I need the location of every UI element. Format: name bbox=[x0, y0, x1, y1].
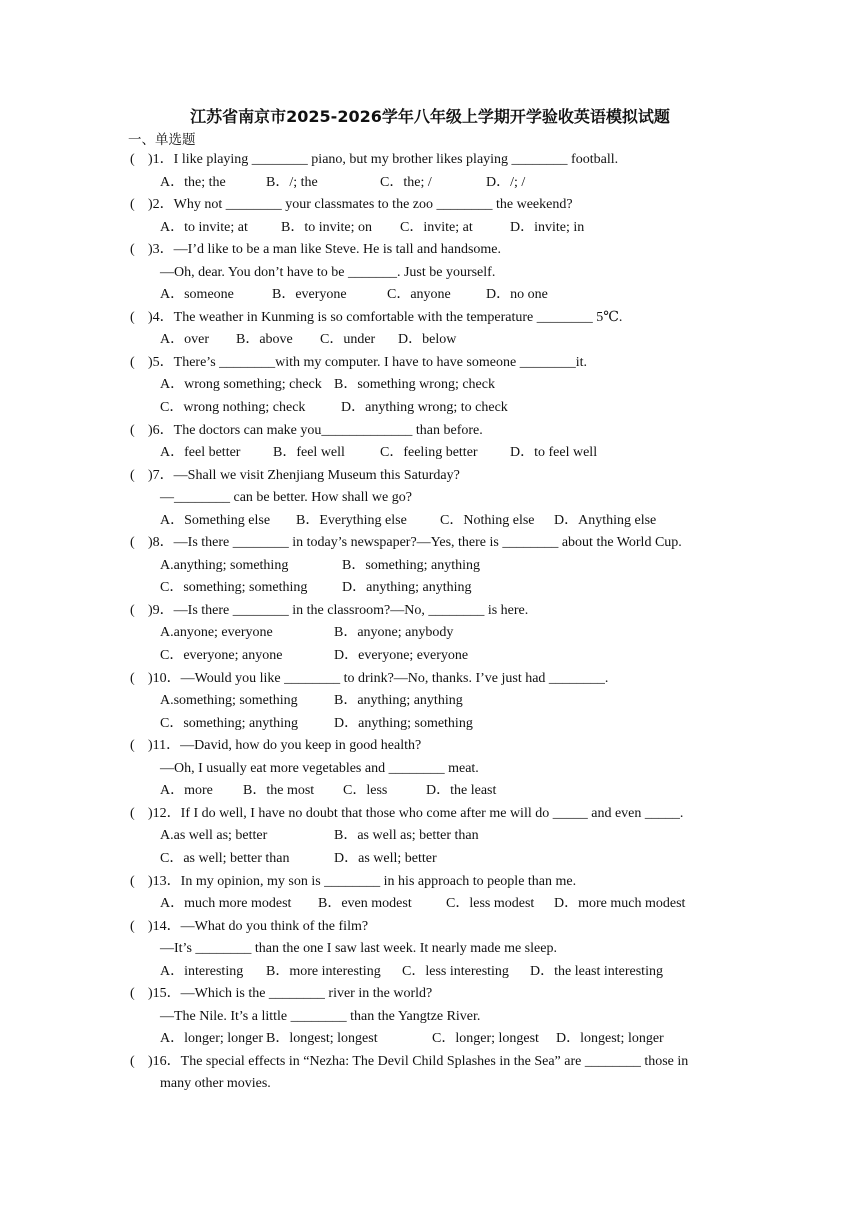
answer-option[interactable]: C．longer; longest bbox=[432, 1031, 539, 1047]
options-row bbox=[0, 848, 860, 871]
answer-option[interactable]: B．as well as; better than bbox=[334, 828, 479, 844]
answer-option[interactable]: A．feel better bbox=[160, 445, 241, 461]
answer-option[interactable]: D．everyone; everyone bbox=[334, 648, 469, 664]
question-text-continued: —The Nile. It’s a little ________ than the Yangtze River. bbox=[160, 1008, 481, 1024]
question-stem bbox=[0, 532, 860, 555]
answer-option[interactable]: C．under bbox=[320, 332, 376, 348]
answer-option[interactable]: D．invite; in bbox=[510, 219, 585, 235]
answer-option[interactable]: D．/; / bbox=[486, 174, 526, 190]
answer-option[interactable]: C．wrong nothing; check bbox=[160, 400, 306, 416]
answer-option[interactable]: C．the; / bbox=[380, 174, 432, 190]
answer-option[interactable]: B．something; anything bbox=[342, 557, 481, 573]
options-row bbox=[0, 172, 860, 195]
answer-bracket[interactable]: ( bbox=[130, 986, 135, 1002]
answer-bracket[interactable]: ( bbox=[130, 309, 135, 325]
answer-bracket[interactable]: ( bbox=[130, 873, 135, 889]
answer-option[interactable]: D．anything; something bbox=[334, 715, 473, 731]
question-continuation bbox=[0, 262, 860, 285]
page-title: 江苏省南京市2025-2026学年八年级上学期开学验收英语模拟试题 bbox=[190, 107, 670, 126]
answer-option[interactable]: A．longer; longer bbox=[160, 1031, 264, 1047]
question-stem bbox=[0, 916, 860, 939]
options-row bbox=[0, 893, 860, 916]
answer-option[interactable]: A．someone bbox=[160, 287, 234, 303]
answer-option[interactable]: C．anyone bbox=[387, 287, 451, 303]
options-row bbox=[0, 780, 860, 803]
answer-option[interactable]: A．Something else bbox=[160, 512, 271, 528]
options-row bbox=[0, 442, 860, 465]
answer-bracket[interactable]: ( bbox=[130, 918, 135, 934]
options-row bbox=[0, 374, 860, 397]
options-row bbox=[0, 510, 860, 533]
question-text: )5．There’s ________with my computer. I have to have someone ________it. bbox=[148, 354, 587, 370]
question-text: )1．I like playing ________ piano, but my brother likes playing ________ football. bbox=[148, 152, 619, 167]
answer-option[interactable]: C．invite; at bbox=[400, 219, 473, 235]
question-text: )16．The special effects in “Nezha: The Devil Child Splashes in the Sea” are ________ those in bbox=[148, 1053, 689, 1069]
question-text: )6．The doctors can make you_____________ than before. bbox=[148, 422, 483, 438]
options-row bbox=[0, 825, 860, 848]
options-row bbox=[0, 622, 860, 645]
answer-option[interactable]: B．Everything else bbox=[296, 512, 407, 528]
answer-option[interactable]: D．the least interesting bbox=[530, 963, 663, 979]
answer-option[interactable]: B．even modest bbox=[318, 896, 412, 912]
answer-option[interactable]: D．Anything else bbox=[554, 512, 657, 528]
question-stem bbox=[0, 871, 860, 894]
options-row bbox=[0, 217, 860, 240]
answer-bracket[interactable]: ( bbox=[130, 1053, 135, 1069]
answer-option[interactable]: A．more bbox=[160, 783, 213, 799]
question-text: )10．—Would you like ________ to drink?—No, thanks. I’ve just had ________. bbox=[148, 670, 609, 686]
answer-option[interactable]: B．longest; longest bbox=[266, 1031, 378, 1047]
options-row bbox=[0, 690, 860, 713]
answer-option[interactable]: A．much more modest bbox=[160, 896, 292, 912]
answer-bracket[interactable]: ( bbox=[130, 805, 135, 821]
answer-option[interactable]: A．over bbox=[160, 332, 209, 348]
answer-option[interactable]: A．wrong something; check bbox=[160, 377, 322, 393]
answer-option[interactable]: C．less modest bbox=[446, 896, 535, 912]
answer-option[interactable]: C．less bbox=[343, 783, 388, 799]
answer-option[interactable]: D．below bbox=[398, 332, 457, 348]
answer-bracket[interactable]: ( bbox=[130, 535, 135, 551]
options-row bbox=[0, 284, 860, 307]
options-row bbox=[0, 397, 860, 420]
answer-bracket[interactable]: ( bbox=[130, 738, 135, 754]
question-stem bbox=[0, 352, 860, 375]
answer-option[interactable]: D．to feel well bbox=[510, 445, 598, 461]
options-row bbox=[0, 713, 860, 736]
question-stem bbox=[0, 307, 860, 330]
answer-option[interactable]: C．feeling better bbox=[380, 445, 478, 461]
question-text: )13．In my opinion, my son is ________ in his approach to people than me. bbox=[148, 873, 577, 889]
question-continuation bbox=[0, 758, 860, 781]
question-text: )3．—I’d like to be a man like Steve. He is tall and handsome. bbox=[148, 242, 502, 258]
question-text-continued: —Oh, I usually eat more vegetables and ________ meat. bbox=[160, 760, 479, 776]
question-stem bbox=[0, 983, 860, 1006]
answer-option[interactable]: C．something; anything bbox=[160, 715, 299, 731]
answer-option[interactable]: B．anyone; anybody bbox=[334, 625, 454, 641]
answer-option[interactable]: B．more interesting bbox=[266, 963, 381, 979]
question-text-continued: —Oh, dear. You don’t have to be _______. Just be yourself. bbox=[160, 264, 496, 280]
options-row bbox=[0, 577, 860, 600]
question-text: )2．Why not ________ your classmates to the zoo ________ the weekend? bbox=[148, 197, 573, 213]
question-stem bbox=[0, 668, 860, 691]
answer-option[interactable]: A．the; the bbox=[160, 174, 226, 190]
answer-option[interactable]: D．longest; longer bbox=[556, 1031, 664, 1047]
answer-bracket[interactable]: ( bbox=[130, 422, 135, 438]
answer-option[interactable]: B．anything; anything bbox=[334, 693, 463, 709]
question-text: )4．The weather in Kunming is so comfortable with the temperature ________ 5℃. bbox=[148, 309, 623, 325]
answer-option[interactable]: D．anything; anything bbox=[342, 580, 472, 596]
answer-option[interactable]: B．/; the bbox=[266, 174, 318, 190]
answer-bracket[interactable]: ( bbox=[130, 670, 135, 686]
question-text: )12．If I do well, I have no doubt that those who come after me will do _____ and even _____. bbox=[148, 805, 684, 821]
answer-option[interactable]: D．the least bbox=[426, 783, 497, 799]
question-text: )14．—What do you think of the film? bbox=[148, 918, 369, 934]
question-continuation bbox=[0, 938, 860, 961]
answer-option[interactable]: A.anyone; everyone bbox=[160, 625, 273, 641]
answer-bracket[interactable]: ( bbox=[130, 242, 135, 258]
question-continuation bbox=[0, 487, 860, 510]
question-stem bbox=[0, 194, 860, 217]
answer-bracket[interactable]: ( bbox=[130, 152, 135, 167]
question-stem bbox=[0, 1051, 860, 1074]
options-row bbox=[0, 555, 860, 578]
answer-option[interactable]: A.as well as; better bbox=[160, 828, 268, 844]
answer-option[interactable]: B．something wrong; check bbox=[334, 377, 495, 393]
question-text-continued: many other movies. bbox=[160, 1076, 271, 1092]
section-heading: 一、单选题 bbox=[128, 132, 196, 148]
answer-option[interactable]: B．above bbox=[236, 332, 293, 348]
answer-option[interactable]: D．as well; better bbox=[334, 850, 437, 866]
question-stem bbox=[0, 149, 860, 172]
answer-bracket[interactable]: ( bbox=[130, 602, 135, 618]
question-stem bbox=[0, 600, 860, 623]
answer-bracket[interactable]: ( bbox=[130, 197, 135, 213]
question-text: )15．—Which is the ________ river in the world? bbox=[148, 986, 433, 1002]
answer-option[interactable]: B．to invite; on bbox=[281, 219, 372, 235]
answer-option[interactable]: B．the most bbox=[243, 783, 315, 799]
answer-option[interactable]: A.something; something bbox=[160, 693, 298, 709]
answer-option[interactable]: D．anything wrong; to check bbox=[341, 400, 508, 416]
answer-option[interactable]: C．less interesting bbox=[402, 963, 509, 979]
options-row bbox=[0, 961, 860, 984]
answer-option[interactable]: D．more much modest bbox=[554, 896, 686, 912]
question-continuation bbox=[0, 1006, 860, 1029]
question-stem bbox=[0, 465, 860, 488]
question-text: )9．—Is there ________ in the classroom?—No, ________ is here. bbox=[148, 602, 529, 618]
answer-option[interactable]: A．to invite; at bbox=[160, 219, 248, 235]
question-text: )7．—Shall we visit Zhenjiang Museum this Saturday? bbox=[148, 467, 460, 483]
question-stem bbox=[0, 803, 860, 826]
question-stem bbox=[0, 735, 860, 758]
answer-option[interactable]: A．interesting bbox=[160, 963, 244, 979]
options-row bbox=[0, 329, 860, 352]
answer-option[interactable]: C．as well; better than bbox=[160, 850, 290, 866]
question-text-continued: —It’s ________ than the one I saw last week. It nearly made me sleep. bbox=[160, 941, 557, 957]
question-continuation bbox=[0, 1073, 860, 1096]
answer-bracket[interactable]: ( bbox=[130, 354, 135, 370]
answer-option[interactable]: B．everyone bbox=[272, 287, 347, 303]
question-text: )8．—Is there ________ in today’s newspaper?—Yes, there is ________ about the World Cup. bbox=[148, 535, 682, 551]
options-row bbox=[0, 1028, 860, 1051]
question-stem bbox=[0, 239, 860, 262]
question-text: )11．—David, how do you keep in good health? bbox=[148, 738, 422, 754]
options-row bbox=[0, 645, 860, 668]
answer-option[interactable]: D．no one bbox=[486, 287, 548, 303]
answer-option[interactable]: C．everyone; anyone bbox=[160, 648, 283, 664]
question-stem bbox=[0, 420, 860, 443]
question-list bbox=[0, 149, 860, 1096]
question-text-continued: —________ can be better. How shall we go? bbox=[160, 490, 412, 506]
answer-option[interactable]: B．feel well bbox=[273, 445, 345, 461]
answer-bracket[interactable]: ( bbox=[130, 467, 135, 483]
answer-option[interactable]: A.anything; something bbox=[160, 557, 289, 573]
answer-option[interactable]: C．Nothing else bbox=[440, 512, 535, 528]
answer-option[interactable]: C．something; something bbox=[160, 580, 308, 596]
